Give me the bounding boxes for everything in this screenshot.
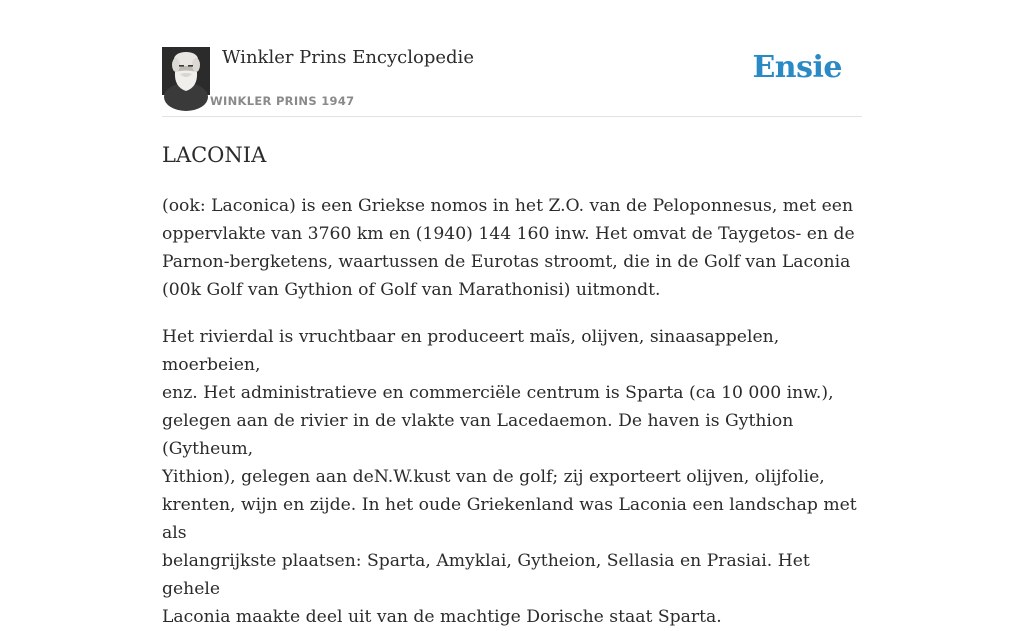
publication-header xyxy=(162,0,862,117)
bearded-man-portrait-icon xyxy=(162,47,210,95)
publication-title[interactable]: Winkler Prins Encyclopedie xyxy=(222,47,474,68)
ensie-logo[interactable]: Ensie xyxy=(752,50,842,85)
content-container xyxy=(162,0,862,627)
article-paragraph: Het rivierdal is vruchtbaar en produceert maïs, olijven, sinaasappelen, moerbeien, enz. Het administratieve en commerciële centrum is Sparta (ca 10 000 inw.), gelegen aan de rivier in de vlakte van Lacedaemon. De haven is Gythion (Gytheum, Yithion), gelegen aan deN.W.kust van de golf; zij exporteert olijven, olijfolie, krenten, wijn en zijde. In het oude Griekenland was Laconia een landschap met als belangrijkste plaatsen: Sparta, Amyklai, Gytheion, Sellasia en Prasiai. Het gehele Laconia maakte deel uit van de machtige Dorische staat Sparta. xyxy=(162,327,857,627)
avatar[interactable] xyxy=(162,47,210,95)
article-paragraph: (ook: Laconica) is een Griekse nomos in het Z.O. van de Peloponnesus, met een oppervlakte van 3760 km en (1940) 144 160 inw. Het omvat de Taygetos- en de Parnon-bergketens, waartussen de Eurotas stroomt, die in de Golf van Laconia (00k Golf van Gythion of Golf van Marathonisi) uitmondt. xyxy=(162,196,855,300)
publication-subtitle: WINKLER PRINS 1947 xyxy=(210,94,355,108)
article-title: LACONIA xyxy=(162,143,267,167)
